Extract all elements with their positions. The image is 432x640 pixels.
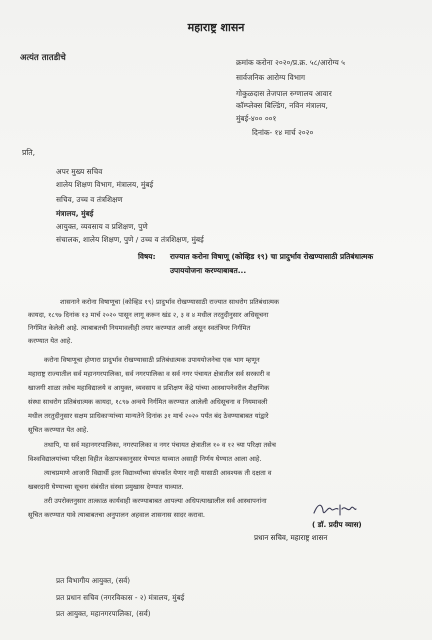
body-line: खबरदारी घेण्याच्या सूचना संबंधीत संस्था प्रमुखास देण्यात याव्यात. [28, 483, 184, 491]
addressee-line: मंत्रालय, मुंबई [56, 209, 94, 218]
copy-to-line: प्रत आयुक्त, महानगरपालिका, (सर्व) [56, 609, 151, 618]
body-line: निर्गमित केलेली आहे. त्याबाबतची नियमावलीही तयार करण्यात आली असून स्वतंत्रियर निर्गमित [28, 324, 251, 332]
subject-line: राज्यात करोना विषाणू (कोव्हिड १९) चा प्रादुर्भाव रोखण्यासाठी प्रतिबंधात्मक [170, 252, 374, 261]
body-line: सूचित करण्यात येत आहे. [28, 426, 89, 434]
address-line: गोकुळदास तेजपाल रुग्णालय आवार [236, 89, 332, 98]
subject-line: उपाययोजना करण्याबाबत... [170, 266, 247, 275]
reference-number: क्रमांक करोना २०२०/प्र.क्र. ५८/आरोग्य ५ [236, 58, 346, 67]
body-line: मधील तरतुदीनुसार सक्षम प्राधिकाऱ्यांच्या मान्यतेने दिनांक ३१ मार्च २०२० पर्यंत बंद ठेवण्याबाबत यांद्वारे [28, 412, 269, 420]
body-line: तथापि, या सर्व महानगरपालिका, नगरपालिका व नगर पंचायत क्षेत्रातील १० व १२ च्या परिक्षा तसेच [44, 441, 276, 449]
addressee-line: सचिव, उच्च व तंत्रशिक्षण [56, 195, 123, 204]
body-line: संस्था साथरोग प्रतिबंधात्मक कायदा, १८९७ अन्वये निर्गमित करण्यात आलेली अधिसूचना व नियमावली [28, 398, 268, 406]
address-line: कॉम्प्लेक्स बिल्डिंग, नविन मंत्रालय, [236, 101, 328, 110]
body-line: विश्वविद्यालयांच्या परिक्षा विहीत वेळापत्रकानुसार घेण्यात याव्यात असाही निर्णय घेण्यात आला आहे. [28, 455, 262, 463]
signature-scribble [312, 499, 358, 521]
body-line: त्याचप्रमाणे आजारी विद्यार्थी इतर विद्यार्थ्यांच्या संपर्कात येणार नाही यासाठी आवश्यक ती दक्षता व [44, 469, 272, 477]
body-line: महाराष्ट्र राज्यातील सर्व महानगरपालिका, सर्व नगरपालिका व सर्व नगर पंचायत क्षेत्रातील सर्व सरकारी व [28, 370, 270, 378]
letter-date: दिनांक- १४ मार्च २०२० [252, 128, 314, 137]
signatory-name: ( डॉ. प्रदीप व्यास) [312, 520, 362, 529]
recipient-salutation: प्रति, [22, 148, 36, 157]
body-line: कायदा, १८९७ दिनांक १३ मार्च २०२० पासून लागू करून खंड २, ३ व ४ मधील तरतुदीनुसार अधिसूचना [28, 311, 269, 319]
body-line: खाजगी शाळा तसेच महाविद्यालये व आयुक्त, व्यवसाय व प्रशिक्षण केंद्रे यांच्या आस्थापनेवरील शैक्षणिक [28, 384, 270, 392]
addressee-line: शालेय शिक्षण विभाग, मंत्रालय, मुंबई [56, 180, 154, 189]
copy-to-line: प्रत विभागीय आयुक्त, (सर्व) [56, 576, 131, 585]
body-line: शासनाने करोना विषाणूचा (कोव्हिड १९) प्रादुर्भाव रोखण्यासाठी राज्यात साथरोग प्रतिबंधात्मक [60, 298, 280, 306]
department-name: सार्वजनिक आरोग्य विभाग [236, 73, 306, 82]
body-line: करण्यात येत आहे. [28, 337, 73, 345]
addressee-line: अपर मुख्य सचिव [56, 167, 103, 176]
urgent-label: अत्यंत तातडीचे [20, 53, 66, 63]
addressee-line: आयुक्त, व्यवसाय व प्रशिक्षण, पुणे [56, 222, 148, 231]
addressee-line: संचालक, शालेय शिक्षण, पुणे / उच्च व तंत्रशिक्षण, मुंबई [56, 235, 204, 244]
body-line: तरी उपरोक्तनुसार तात्काळ कार्यवाही करण्याबाबत आपल्या अधिपत्याखालील सर्व आस्थापनांना [44, 497, 267, 505]
address-line: मुंबई-४०० ००१ [236, 114, 277, 123]
subject-label: विषय: [138, 252, 156, 261]
letter-title: महाराष्ट्र शासन [187, 21, 245, 34]
signatory-designation: प्रधान सचिव, महाराष्ट्र शासन [254, 533, 328, 542]
body-line: करोना विषाणूचा होणारा प्रादुर्भाव रोखण्यासाठी प्रतिबंधात्मक उपाययोजनेचा एक भाग म्हणून [44, 356, 260, 364]
copy-to-line: प्रत प्रधान सचिव (नगरविकास - २) मंत्रालय, मुंबई [56, 593, 185, 602]
body-line: सूचित करण्यात यावे त्याबाबतचा अनुपालन अहवाल शासनास सादर करावा. [28, 511, 206, 519]
